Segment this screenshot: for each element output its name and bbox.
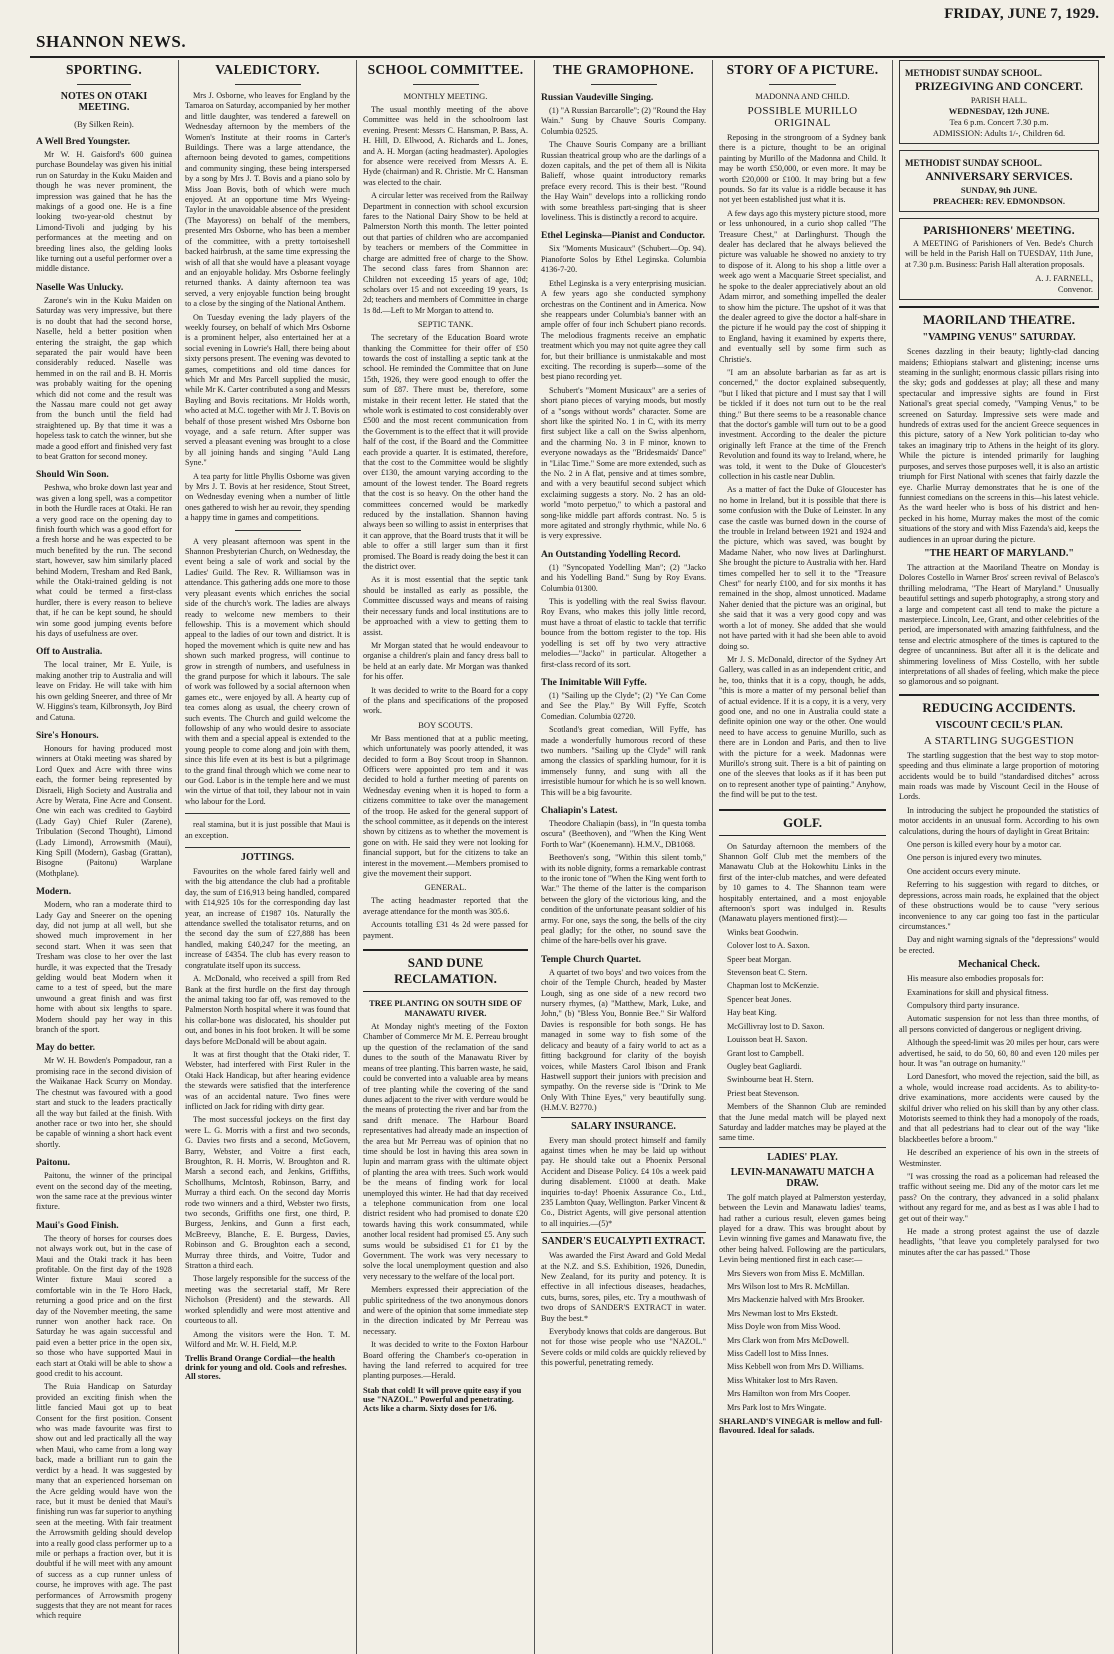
paragraph: It was decided to write to the Foxton Harbour Board offering the Chamber's co-operation in having the land referred to acquired for tree planting purposes.—Herald. xyxy=(363,1340,528,1381)
section-heading: The Inimitable Will Fyffe. xyxy=(541,677,647,688)
paragraph: One person is killed every hour by a motor car. xyxy=(907,840,1062,850)
article-subtitle: TREE PLANTING ON SOUTH SIDE OF MANAWATU RIVER. xyxy=(369,998,522,1019)
list-item: Miss Doyle won from Miss Wood. xyxy=(727,1322,841,1332)
paragraph: The theory of horses for courses does not always work out, but in the case of Maui and the Otaki track it has been profitable. On the first day of the 1928 Winter fixture Maui scored a comfortable win in the Te Horo Hack, returning a good price and on the first day of the November meeting, the same runner won another hack race. On Saturday he was again successful and paid even a better price in the open six, so those who have supported Maui in each start at Otaki will be able to show a good credit to his account. xyxy=(36,1233,172,1379)
paragraph: The golf match played at Palmerston yesterday, between the Levin and Manawatu ladies' teams, had rather a curious result, eleven games being played for a draw. This was brought about by Levin winning five games and Manawatu five, the other being halved. Following are the particulars, Levin being mentioned first in each case:— xyxy=(719,1192,886,1265)
list-item: Hay beat King. xyxy=(727,1008,777,1018)
article-subtitle: LEVIN-MANAWATU MATCH A DRAW. xyxy=(730,1166,875,1189)
paragraph: Automatic suspension for not less than three months, of all persons convicted of dangerous or negligent driving. xyxy=(899,1014,1099,1034)
paragraph: He described an experience of his own in the streets of Westminster. xyxy=(899,1148,1099,1168)
ad-title: PARISHIONERS' MEETING. xyxy=(923,225,1075,237)
list-item: Miss Cadell lost to Miss Innes. xyxy=(727,1349,829,1359)
section-title: MAORILAND THEATRE. xyxy=(899,306,1099,328)
column-school-committee xyxy=(356,60,534,1654)
section-title: GOLF. xyxy=(719,809,886,836)
paragraph: Peshwa, who broke down last year and was given a long spell, was a competitor in both the Hurdle races at Otaki. He ran a very good race on the opening day to finish fourth which was a good effort for a fresh horse and he was expected to be much benefited by the run. The second start, however, saw him similarly placed behind Modern, Tresham and Red Bank, while the Otaki-trained gelding is not what could be termed a first-class hurdler, there is every reason to believe that, if he can be kept sound, he should win some good jumping events before his days of usefulness are over. xyxy=(36,483,172,639)
column-title: THE GRAMOPHONE. xyxy=(552,62,694,77)
paragraph: Members of the Shannon Club are reminded that the June medal match will be played next Saturday and ladder matches may be played at the same time. xyxy=(719,1102,886,1143)
section-heading: Modern. xyxy=(36,887,72,898)
paragraph: Theodore Chaliapin (bass), in "In questa tomba oscura" (Beethoven), and "When the King Went Forth to War" (Koenemann). H.M.V., DB1068. xyxy=(541,818,706,849)
section-heading: Sire's Honours. xyxy=(36,730,99,741)
list-item: Spencer beat Jones. xyxy=(727,994,792,1004)
ad-line: Tea 6 p.m. Concert 7.30 p.m. xyxy=(949,117,1049,127)
paragraph: As a matter of fact the Duke of Gloucester has no home in Ireland, but it is possible that there is some confusion with the Duke of Leinster. In any case the castle was burned down in the course of the trouble in Ireland between 1921 and 1924 and the picture, which was saved, was bought by Madame Naher, who now lives at Darlinghurst. She brought the picture to Australia with her. Hard times compelled her to sell it to the "Treasure Chest" for nearly £100, and for six months it has remained in the shop, almost unnoticed. Madame Naher denied that the picture was an original, but she said that it was a very good copy and was worth a lot of money. She added that she would not have parted with it had she been able to avoid doing so. xyxy=(719,485,886,651)
paragraph: As it is most essential that the septic tank should be installed as early as possible, the Committee discussed ways and means of raising their necessary funds and local institutions are to be approached with a view to getting them to assist. xyxy=(363,575,528,637)
section-heading: Temple Church Quartet. xyxy=(541,954,642,965)
ad-line: PARISH HALL. xyxy=(970,95,1028,105)
paragraph: Compulsory third party insurance. xyxy=(907,1000,1020,1010)
article-subtitle: MADONNA AND CHILD. xyxy=(755,91,850,101)
issue-date: FRIDAY, JUNE 7, 1929. xyxy=(944,6,1099,22)
list-item: Ougley beat Gagliardi. xyxy=(727,1061,802,1071)
paragraph: The Chauve Souris Company are a brilliant Russian theatrical group who are the darlings of a dozen capitals, and the pet of them all is Nikita Balieff, whose quaint introductory remarks preface every record. This is their best. "Round the Hay Wain" develops into a rollicking rondo with some breathless part-singing that is sheer loveliness. This is distinctly a record to acquire. xyxy=(541,140,706,223)
paragraph: Beethoven's song, "Within this silent tomb," with its noble dignity, forms a remarkable contrast to the ironic tone of "When the King went forth to War." The theme of the latter is the comparison between the glory of the victorious king, and the condition of the unfortunate peasant soldier of his army. For one, says the song, the bells of the city peal gladly; for the other, no sound save the chime of the hare-bells over his grave. xyxy=(541,853,706,946)
jottings-title: JOTTINGS. xyxy=(185,847,350,863)
paragraph: Mr J. S. McDonald, director of the Sydney Art Gallery, was called in as an independent critic, and he, too, thinks that it is a copy, though, he adds, "this is more a matter of my personal belief than of actual evidence. If it is a copy, it is a very, very good one, and no one in Australia could state a definite opinion one way or the other. One would need to have access to genuine Murillo, such as there are in London and Paris, and then to live with the picture for a week. Madonnas were Murillo's strong suit. There is a bit of painting on one of the sleeves that looks as if it has been put on to represent another type of painting." Anyhow, the find will be put to the test. xyxy=(719,654,886,800)
list-item: Grant lost to Campbell. xyxy=(727,1048,804,1058)
column-notices xyxy=(892,60,1105,1654)
list-item: Speer beat Morgan. xyxy=(727,954,792,964)
list-item: Mrs Wilson lost to Mrs R. McMillan. xyxy=(727,1282,850,1291)
paragraph: Although the speed-limit was 20 miles per hour, cars were advertised, he said, to do 50, 60, 80 and even 120 miles per hour. It was "an outrage on humanity." xyxy=(899,1038,1099,1068)
ad-title: ANNIVERSARY SERVICES. xyxy=(925,171,1073,183)
section-heading: LADIES' PLAY. xyxy=(719,1147,886,1163)
paragraph: Six "Moments Musicaux" (Schubert—Op. 94). Pianoforte Solos by Ethel Leginska. Columbia 4136-7-20. xyxy=(541,244,706,275)
list-item: Miss Kebbell won from Mrs D. Williams. xyxy=(727,1362,864,1372)
notice-prizegiving xyxy=(899,60,1099,144)
ad-heading: SANDER'S EUCALYPTI EXTRACT. xyxy=(541,1232,706,1247)
ad-line: PREACHER: REV. EDMONDSON. xyxy=(932,196,1066,206)
paragraph: Was awarded the First Award and Gold Medal at the N.Z. and S.S. Exhibition, 1926, Dunedin, New Zealand, for its purity and potency. It is effective in all infectious diseases, headaches, cuts, burns, sores, piles, etc. Try a mouthwash of two drops of SANDER'S EXTRACT in water. Buy the best.* xyxy=(541,1251,706,1323)
article-subtitle: VISCOUNT CECIL'S PLAN. xyxy=(935,719,1063,731)
paragraph: Those largely responsible for the success of the meeting was the secretarial staff, Mr Rere Nicholson (President) and the stewards. All worked splendidly and were most attentive and courteous to all. xyxy=(185,1274,350,1326)
article-subtitle: NOTES ON OTAKI MEETING. xyxy=(60,91,148,113)
paragraph: The most successful jockeys on the first day were L. G. Morris with a first and two seconds, G. Davies two firsts and a second, McGovern, Barry, Webster, and Voitre a first each, Broughton, R. H. Morris, W. Broughton and R. Marsh a second each, and Jenkins, Griffiths, Schollhums, McIntosh, Robinson, Barry, and Murray a third each. On the second day Morris rode two winners and a third, Webster two firsts, two seconds, Griffiths one first, one third, P. Burgess, Jenkins, and Gunn a first each, McBreevy, Blanche, E. E. Burgess, Davies, Robinson and G. Broughton each a second, Murray three thirds, and Voitre, Tudor and Stratton a third each. xyxy=(185,1115,350,1271)
paragraph: Reposing in the strongroom of a Sydney bank there is a picture, thought to be an original painting by Murillo of the Madonna and Child. It may be worth £50,000, or even more. It may be worth £20,000 or £100. It may bring but a few pounds. So far its value is a riddle because it has not yet been established just what it is. xyxy=(719,133,886,205)
masthead xyxy=(30,0,1105,56)
paragraph: The local trainer, Mr E. Yuile, is making another trip to Australia and will leave on Friday. He will take with him his own gelding Sneerer, and three of Mr W. Higgins's team, Kilbronsyth, Joy Bird and Catuna. xyxy=(36,660,172,722)
paragraph: Mr W. H. Gaisford's 600 guinea purchase Boundelay was given his initial run on Saturday in the Kuku Maiden and though he was never prominent, the impression was gained that he has the makings of a good one. He is a fine looking two-year-old chestnut by Limond-Tivoli and judging by his performances at the meeting and on breeding lines also, the gelding looks like turning out a useful performer over a middle distance. xyxy=(36,150,172,274)
paragraph: (1) "A Russian Barcarolle"; (2) "Round the Hay Wain." Sung by Chauve Souris Company. Columbia 02525. xyxy=(541,106,706,136)
section-heading: Paitonu. xyxy=(36,1158,71,1169)
list-item: Mrs Newman lost to Mrs Ekstedt. xyxy=(727,1308,838,1318)
signature: Convenor. xyxy=(1057,284,1093,295)
footer-ad: SHARLAND'S VINEGAR is mellow and full-flavoured. Ideal for salads. xyxy=(719,1417,883,1436)
section-heading: Maui's Good Finish. xyxy=(36,1220,119,1231)
paragraph: Scotland's great comedian, Will Fyffe, has made a wonderfully humorous record of these two numbers. "Sailing up the Clyde" will rank among the classics of sparkling humour, for it is immensely funny, and sung with all the irresistible humour for which he is so well known. This will be a big favourite. xyxy=(541,725,706,797)
paragraph: The Ruia Handicap on Saturday provided an exciting finish when the little fancied Maui got up to beat Consent for the first position. Consent who was made favourite was first to show out and led practically all the way when Maui, who came from a long way back, made a brilliant run to gain the verdict by a head. It was suggested by many that an experienced horseman on the Acre gelding would have won the race, but it must be denied that Maui's finishing run was far superior to anything seen at the meeting. With fair treatment the Arrowsmith gelding should develop into a really good class performer up to a mile or perhaps a fraction over, but it is doubtful if he will meet with any amount of success as a cup runner unless of course, he improves with age. The past performances of Arrowsmith progeny suggests that they are not meant for races which require xyxy=(36,1382,172,1621)
paragraph: Mr Bass mentioned that at a public meeting, which unfortunately was poorly attended, it was decided to form a Boy Scout troop in Shannon. Officers were appointed pro tem and it was decided to hold a further meeting of parents on Wednesday evening when it is hoped to form a citizens committee to take over the management of the troop. He asked for the general support of the school committee, as it depends on the interest shown by citizens as to whether the movement is gone on with. He said they were not looking for financial support, but for the citizens to take an interest in the movement.—Members promised to give the movement their support. xyxy=(363,733,528,879)
page-columns xyxy=(30,60,1105,1654)
column-valedictory xyxy=(178,60,356,1654)
column-story-of-a-picture xyxy=(712,60,892,1654)
divider xyxy=(413,84,479,85)
paragraph: A. McDonald, who received a spill from Red Bank at the first hurdle on the first day through the animal taking too far off, was removed to the Palmerston North hospital where it was found that his collar-bone was dislocated, his shoulder put out, and bones in his foot broken. It will be some days before McDonald will be about again. xyxy=(185,974,350,1046)
list-item: Miss Whitaker lost to Mrs Raven. xyxy=(727,1375,838,1385)
ad-heading: SALARY INSURANCE. xyxy=(541,1117,706,1132)
section-heading: May do better. xyxy=(36,1043,96,1054)
section-heading: A Well Bred Youngster. xyxy=(36,137,130,147)
ad-title: PRIZEGIVING AND CONCERT. xyxy=(915,81,1083,93)
paragraph: It was at first thought that the Otaki rider, T. Webster, had interfered with First Ruler in the Otaki Hack Handicap, but after hearing evidence the stewards were satisfied that the interference was of an accidental nature. Two fines were inflicted on Jack for riding with dirty gear. xyxy=(185,1049,350,1111)
list-item: Stevenson beat C. Stern. xyxy=(727,968,808,978)
list-item: Mrs Mackenzie halved with Mrs Brooker. xyxy=(727,1295,865,1305)
section-title: SAND DUNE RECLAMATION. xyxy=(363,949,528,992)
list-item: Priest beat Stevenson. xyxy=(727,1088,800,1098)
paragraph: Mr Morgan stated that he would endeavour to organise a children's plain and fancy dress ball to be held at an early date. Mr Morgan was thanked for his offer. xyxy=(363,640,528,682)
footer-ad: Trellis Brand Orange Cordial—the health drink for young and old. Cools and refreshes. All stores. xyxy=(185,1354,347,1382)
list-item: Winks beat Goodwin. xyxy=(727,927,799,937)
paragraph: Zarone's win in the Kuku Maiden on Saturday was very impressive, but there is no doubt that had the second horse, Naselle, held a better position when entering the straight, the gap which separated the pair would have been considerably reduced. Naselle was hemmed in on the rail and B. H. Morris was probably waiting for the opening which did not come and the result was the Nassau mare could not get away from the bunch until the field had straightened up. By that time it was a hopeless task to catch the winner, but she made a good effort and finished very fast to beat Gratton for second money. xyxy=(36,295,172,461)
section-title: REDUCING ACCIDENTS. xyxy=(899,694,1099,716)
paragraph: Members expressed their appreciation of the public spiritedness of the two anonymous donors and were of the opinion that some immediate step in the direction indicated by Mr Perreau was necessary. xyxy=(363,1285,528,1336)
section-heading: Chaliapin's Latest. xyxy=(541,805,618,816)
section-heading: Off to Australia. xyxy=(36,647,103,658)
article-subtitle: "VAMPING VENUS" SATURDAY. xyxy=(922,332,1076,344)
divider xyxy=(235,530,301,531)
column-gramophone xyxy=(534,60,712,1654)
ad-line: WEDNESDAY, 12th JUNE. xyxy=(948,106,1050,116)
divider xyxy=(235,84,301,85)
column-title: STORY OF A PICTURE. xyxy=(726,62,879,77)
section-heading: Russian Vaudeville Singing. xyxy=(541,93,654,103)
column-sporting xyxy=(30,60,178,1654)
paragraph: The acting headmaster reported that the average attendance for the month was 305.6. xyxy=(363,896,528,916)
paragraph: The usual monthly meeting of the above Committee was held in the schoolroom last evening. Present: Messrs C. Hansman, P. Bass, A. H. Hill, D. Ellwood, A. Richards and L. Jones, and A. H. Morgan (acting headmaster). Apologies for absence were received from Messrs A. E. Hyde (chairman) and R. Christie. Mr C. Hansman was elected to the chair. xyxy=(363,105,528,187)
paragraph: Everybody knows that colds are dangerous. But not for those wise people who use "NAZOL." Severe colds or mild colds are quickly relieved by this powerful, penetrating remedy. xyxy=(541,1327,706,1368)
paragraph: (1) "Sailing up the Clyde"; (2) "Ye Can Come and See the Play." By Will Fyffe, Scotch Comedian. Columbia 02720. xyxy=(541,690,706,721)
list-item: Chapman lost to McKenzie. xyxy=(727,981,819,991)
paragraph: Favourites on the whole fared fairly well and with the big attendance the club had a profitable day, the sum of £16,913 being handled, compared with £14,925 10s for the corresponding day last year, an increase of £1987 10s. Naturally the attendance swelled the totalisator returns, and on the second day the sum of £27,888 has been handled, making £40,247 for the meeting, an increase of £4354. The club has every reason to congratulate itself upon its success. xyxy=(185,867,350,970)
paragraph: Ethel Leginska is a very enterprising musician. A few years ago she conducted symphony orchestras on the Continent and in America. Now she reappears under Columbia's banner with an ample offer of four inch Schubert piano records. The melodious fragments receive an emphatic treatment which you may not quite agree they call for, but their brilliance is unmistakable and most exciting. The recording is superb—some of the best piano recording yet. xyxy=(541,278,706,382)
list-item: Mrs Sievers won from Miss E. McMillan. xyxy=(727,1268,865,1278)
ad-heading: METHODIST SUNDAY SCHOOL. xyxy=(905,68,1042,78)
article-subtitle: "THE HEART OF MARYLAND." xyxy=(924,547,1074,559)
notice-anniversary xyxy=(899,150,1099,212)
paragraph: At Monday night's meeting of the Foxton Chamber of Commerce Mr M. E. Perreau brought up the question of the reclamation of the sand dunes to the south of the Manawatu River by means of tree planting. This barren waste, he said, could be converted into a valuable area by means of tree planting while the covering of the sand dunes adjacent to the river with verdure would be the means of protecting the river and bar from the sand drift menace. The Harbour Board representatives had already made an inspection of the area but Mr Perreau was of opinion that no time should be lost in having this area sown in lupin and marram grass with the ultimate object of planting the area with trees. Such work would be the means of finding work for local unemployed this winter. He had that day received a telephone communication from one local district resident who had promised to donate £20 towards having this work consummated, while another local resident had promised £5. Any such sums would be subsidised £1 for £1 by the Government. The work was very necessary to solve the local unemployment question and also very necessary to the welfare of the local port. xyxy=(363,1022,528,1281)
divider xyxy=(591,84,657,85)
section-heading: Should Win Soon. xyxy=(36,470,109,481)
column-title: SCHOOL COMMITTEE. xyxy=(367,62,524,77)
paragraph: The secretary of the Education Board wrote thanking the Committee for their offer of £50 towards the cost of installing a septic tank at the school. He reminded the Committee that on June 15th, 1926, they were good enough to offer the sum of £87. There must be, therefore, some mistake in their recent letter. He stated that the whole work is estimated to cost considerably over £500 and the most recent communication from the Government is to the effect that it will provide half of the cost, if the Board and the Committee each provide a quarter. It is estimated, therefore, that the cost to the Committee would be slightly over £130, the amount varying according to the amount of the lowest tender. The Board regrets that the cost is so heavy. On the other hand the committees concerned would be markedly reduced by the installation. Shannon having always been so willing to assist in enterprises that it can approve, that the Board trusts that it will be able to offer a still larger sum than it first promised. The Board is ready doing the best it can the district over. xyxy=(363,333,528,572)
paragraph: One accident occurs every minute. xyxy=(907,866,1021,876)
paragraph: His measure also embodies proposals for: xyxy=(907,974,1044,984)
paragraph: Every man should protect himself and family against times when he may be laid up without pay. He should take out a Phoenix Personal Accident and Disease Policy. £4 10s a week paid during disablement. £1000 at death. Make inquiries to-day! Phoenix Assurance Co., Ltd., 235 Lambton Quay, Wellington. Parker Vincent & Co., District Agents, will give personal attention to all inquiries.—(5)* xyxy=(541,1135,706,1228)
paragraph: A quartet of two boys' and two voices from the choir of the Temple Church, headed by Master Lough, sing as one side of a new record two nursery rhymes, (a) "Matthew, Mark, Luke, and John," (b) "Bless You, Bonnie Bee." Sir Walford Davies is responsible for both songs. He has managed in some way to fish some of the delicacy and beauty of a fairy world to act as a fitting background for clarity of the boyish voices, while Masters Carol Ibison and Frank Hastwell support their juniors with precision and sympathy. On the reverse side is "Drink to Me Only With Thine Eyes," very beautifully sung. (H.M.V. B2770.) xyxy=(541,967,706,1113)
article-subtitle: MONTHLY MEETING. xyxy=(403,91,488,101)
section-heading: GENERAL. xyxy=(424,882,467,893)
paragraph: A very pleasant afternoon was spent in the Shannon Presbyterian Church, on Wednesday, the event being a sale of work and social by the Ladies' Guild. The Rev. R. Williamson was in attendance. This gathering adds one more to those very pleasant events which enriches the social side of the church's work. The ladies are always ready to welcome new members to their fellowship. This is a movement which should appeal to the ladies of our town and district. It is hoped the movement which is quite new and has shown such marked progress, will continue to grow in strength of numbers, and usefulness in the grand purpose for which it labours. The sale of work was followed by a social afternoon when games etc., were enjoyed by all. A hearty cup of tea comes along as usual, the cheery crown of such events. The Church and guild welcome the followship of any who would desire to associate with them and a special appeal is extended to the young people to come along and join with them, since this life even at its best is but a pilgrimage to the grand final through which we come near to our God. Labor is in the temple here and we must win the virtue of that toil, they labour not in vain who labour for the Lord. xyxy=(185,536,350,806)
paragraph: "I am an absolute barbarian as far as art is concerned," the doctor explained subsequently, "but I liked that picture and I must say that I will be tickled if it does not turn out to be the real thing." But there seems to be a reasonable chance that the doctor's gamble will turn out to be a good investment. According to the dealer the picture originally left France at the time of the French Revolution and found its way to Ireland, where, he was told, it went to the Duke of Gloucester's collection in his castle near Dublin. xyxy=(719,367,886,481)
paragraph: A tea party for little Phyllis Osborne was given by Mrs J. T. Bovis at her residence, Stout Street, on Wednesday evening when a number of little ones gathered to wish her au revoir, they spending a happy time in games and competitions. xyxy=(185,471,350,523)
divider xyxy=(77,84,131,85)
paragraph: A circular letter was received from the Railway Department in connection with school excursion fares to the National Dairy Show to be held at Palmerston North this month. The letter pointed out that parties of children who are accompanied by teachers or members of the Committee in charge are admitted free of charge to the Show. The second class fares from Shannon are: Children not exceeding 15 years of age, 10d; scholars over 15 and not exceeding 19 years, 1s 2d; teachers and members of Committee in charge 1s 8d.—Left to Mr Morgan to attend to. xyxy=(363,191,528,315)
paragraph: Referring to his suggestion with regard to ditches, or depressions, across main roads, he explained that the object of these obstructions would be to cause "very serious inconvenience to any car going too fast in the particular circumstances." xyxy=(899,880,1099,931)
paragraph: "I was crossing the road as a policeman had released the traffic without seeing me. Did any of the motor cars let me pass? On the contrary, they advanced in a solid phalanx without any regard for me, and as best as I was able I had to get out of their way." xyxy=(899,1172,1099,1223)
list-item: McGillivray lost to D. Saxon. xyxy=(727,1021,825,1031)
notice-parishioners xyxy=(899,218,1099,300)
divider xyxy=(185,813,350,814)
section-heading: BOY SCOUTS. xyxy=(418,719,473,730)
paragraph: Modern, who ran a moderate third to Lady Gay and Sneerer on the opening day, did not jump at all well, but she showed much improvement in her second start. When it was seen that Tresham was close to her over the last hurdle, it was expected that the Tresady gelding would beat Modern when it came to a test of speed, but the mare unwound a great finish and was first home with about six lengths to spare. Modern should pay her way in this branch of the sport. xyxy=(36,900,172,1035)
paragraph: Mr W. H. Bowden's Pompadour, ran a promising race in the second division of the Waikanae Hack Scurry on Monday. The chestnut was favoured with a good start and stuck to the leaders practically all the way but failed at the finish. With another race or two into her, she should be capable of winning a short hack event shortly. xyxy=(36,1056,172,1149)
paragraph: In introducing the subject he propounded the statistics of motor accidents in an unusual form. According to his own calculations, during the hours of daylight in Great Britain: xyxy=(899,805,1099,836)
ad-heading: METHODIST SUNDAY SCHOOL. xyxy=(905,158,1042,168)
section-heading: An Outstanding Yodelling Record. xyxy=(541,549,681,560)
list-item: Mrs Clark won from Mrs McDowell. xyxy=(727,1335,849,1345)
paragraph: Paitonu, the winner of the principal event on the second day of the meeting, won the same race at the previous winter fixture. xyxy=(36,1171,172,1212)
divider xyxy=(769,84,836,85)
paragraph: A MEETING of Parishioners of Ven. Bede's Church will be held in the Parish Hall on TUESDAY, 11th June, at 7.30 p.m. Business: Parish Hall alteration proposals. xyxy=(905,239,1093,269)
paragraph: Mrs J. Osborne, who leaves for England by the Tamaroa on Saturday, accompanied by her mother and little daughter, was tendered a farewell on Wednesday afternoon by the members of the Women's Institute at their rooms in Carter's Buildings. There was a large attendance, the afternoon being devoted to games, competitions and community singing, these being interspersed by a song by Mrs J. T. Bovis and a piano solo by Miss Joan Bovis, both of which were much enjoyed. At an opportune time Mrs Wyeing-Taylor in the unavoidable absence of the president (The Mayoress) on behalf of the members, presented Mrs Osborne, who has been a member of the committee, with a pretty tortoiseshell backed hairbrush, at the same time expressing the wish of all that she would have a pleasant voyage and an enjoyable holiday. Mrs Osborne feelingly returned thanks. A dainty afternoon tea was served, a very enjoyable function being brought to a close by the singing of the National Anthem. xyxy=(185,91,350,309)
footer-ad: Stab that cold! It will prove quite easy if you use "NAZOL." Powerful and penetrating. Acts like a charm. Sixty doses for 1/6. xyxy=(363,1385,522,1413)
paragraph: The startling suggestion that the best way to stop motor-speeding and thus eliminate a large proportion of motoring accidents would be to build "standardised ditches" across main roads was made by Viscount Cecil in the House of Lords. xyxy=(899,750,1099,802)
list-item: Mrs Hamilton won from Mrs Cooper. xyxy=(727,1389,851,1399)
paragraph: Day and night warning signals of the "depressions" would be erected. xyxy=(899,935,1099,955)
ad-line: SUNDAY, 9th JUNE. xyxy=(960,185,1038,195)
article-subtitle: A STARTLING SUGGESTION xyxy=(923,734,1075,747)
paragraph: Among the visitors were the Hon. T. M. Wilford and Mr. W. H. Field, M.P. xyxy=(185,1329,350,1349)
paragraph: Scenes dazzling in their beauty; lightly-clad dancing maidens; Ethiopians stalwart and glistening; incense urns steaming in the sunlight; enormous classic pillars rising into the sky; gods and goddesses at play; all these and many spectacular and impressive sights are found in First National's great special comedy, "Vamping Venus," to be screened on Saturday. Impressive sets were made and hundreds of extras used for the ancient Greece sequences in this picture, satory of a New York politician to-day who takes an imaginary trip to Athens in the height of its glory. While the picture is intended primarily for laughing purposes, and serves those purposes well, it is also an artistic triumph for First National with scenes that fairly dazzle the eye. Charlie Murray demonstrates that he is one of the funniest comedians on the screens in this—his latest vehicle. As the ward heeler who is boss of his district and hen-pecked in his home, Murray makes the most of the comic situations of the story and with Miss Fazenda's aid, keeps the audiences in an uproar during the picture. xyxy=(899,347,1099,544)
ad-line: ADMISSION: Adults 1/-, Children 6d. xyxy=(932,128,1066,138)
paragraph: A few days ago this mystery picture stood, more or less unhonoured, in a curio shop called "The Treasure Chest," at Darlinghurst. Though the dealer has declared that he always believed the picture was valuable he showed no anxiety to try to dispose of it. Along to his shop a little over a week ago went a Macquarie Street specialist, and he spoke to the dealer appreciatively about an old Adam mirror, and something impelled the dealer to show him the picture. The upshot of it was that the dealer agreed to give the doctor a half-share in the picture if he would pay the cost of shipping it to England, having it examined by experts there, and eventually sell by some firm such as Christie's. xyxy=(719,208,886,364)
section-heading: Mechanical Check. xyxy=(958,959,1040,971)
paragraph: He made a strong protest against the use of dazzle headlights, "that leave you completely paralysed for two minutes after the car has passed." Those xyxy=(899,1227,1099,1257)
paragraph: Schubert's "Moment Musicaux" are a series of short piano pieces of varying moods, but mostly of a "songs without words" character. Some are short like the spirited No. 1 in C, with its merry first subject like a call on the Swiss alpenhorn, and the charming No. 3 in F minor, known to everyone nowadays as the "Bridesmaids' Dance" in "Lilac Time." Some are more extended, such as the No. 2 in A flat, pensive and at times sombre, and with a very beautiful second subject which exclaiming suggests a story. No. 2 has an old-world "moto perpetuo," to which a pastoral and song-like middle part affords contrast. No. 5 is more agitated and strongly rhythmic, while No. 6 is very expressive. xyxy=(541,385,706,541)
newspaper-title: SHANNON NEWS. xyxy=(36,32,187,51)
ladies-results-list xyxy=(719,1269,886,1413)
paragraph: On Saturday afternoon the members of the Shannon Golf Club met the members of the Manawatu Club at the Hokowhitu Links in the first of the inter-club matches, and were defeated by 10 games to 4. The Shannon team were hospitably entertained, and a most enjoyable afternoon's sport was indulged in. Results (Manawatu players mentioned first):— xyxy=(719,841,886,924)
section-heading: Naselle Was Unlucky. xyxy=(36,282,124,293)
paragraph: (1) "Syncopated Yodelling Man"; (2) "Jacko and his Yodelling Band." Sung by Roy Evans. Columbia 01300. xyxy=(541,562,706,593)
byline: (By Silken Rein). xyxy=(74,119,134,129)
paragraph: It was decided to write to the Board for a copy of the plans and specifications of the proposed work. xyxy=(363,685,528,716)
paragraph: On Tuesday evening the lady players of the weekly foursey, on behalf of which Mrs Osborne is a prominent helper, also entertained her at a social evening in Lowrie's Hall, there being about sixty persons present. The evening was devoted to games, competitions and old time dances for which Mr and Mrs Parcell supplied the music, while Mr K. Carter contributed a song and Messrs Bayling and Bovis recitations. Mr Holds worth, who acted at M.C. together with Mr J. T. Bovis on behalf of those present wished Mrs Osborne bon voyage, and a safe return. After supper was served a pleasant evening was brought to a close by all joining hands and singing "Auld Lang Syne." xyxy=(185,312,350,468)
paragraph: This is yodelling with the real Swiss flavour. Roy Evans, who makes this jolly little record, must have a throat of elastic to tackle that terrific bounce from the bottom register to the top. His yodelling is set off by two very attractive melodies—"Jacko" in particular. Altogether a first-class record of its sort. xyxy=(541,597,706,669)
golf-results-list xyxy=(719,928,886,1099)
paragraph: Examinations for skill and physical fitness. xyxy=(907,987,1049,997)
paragraph: One person is injured every two minutes. xyxy=(907,853,1042,863)
paragraph: Honours for having produced most winners at Otaki meeting was shared by Lord Quex and Acre with three wins each, the former being represented by Disraeli, High Society and Australia and Acre by Werata, Fine Acre and Consent. One win each was credited to Gaybird (Lady Gay) Chief Ruler (Zarene), Tribulation (Second Thought), Limond (Lady Limond), Arrowsmith (Maui), King Spill (Modern), Gasbag (Grattan), Bisogne (Paitonu) Warplane (Mothplane). xyxy=(36,743,172,878)
list-item: Louisson beat H. Saxon. xyxy=(727,1035,808,1045)
list-item: Swinbourne beat H. Stern. xyxy=(727,1075,814,1085)
paragraph: The attraction at the Maoriland Theatre on Monday is Dolores Costello in Warner Bros' screen revival of Belasco's thrilling melodrama, "The Heart of Maryland." Unusually beautiful settings and superb photography, a strong story and a large and competent cast all tend to make the picture a masterpiece. Lincoln, Lee, Grant, and other celebrities of the period, are impersonated with amazing faithfulness, and the tense and electric atmosphere of the times is captured to the degree of uncanniness. But after all it is the delicate and shimmering loveliness of Miss Costello, with her subtle interpretations of all shades of feeling, which make the piece so glamorous and so poignant. xyxy=(899,562,1099,687)
paragraph: Accounts totalling £31 4s 2d were passed for payment. xyxy=(363,920,528,940)
column-title: VALEDICTORY. xyxy=(215,62,320,77)
article-subtitle: POSSIBLE MURILLO ORIGINAL xyxy=(747,105,858,129)
masthead-rule xyxy=(30,56,1105,58)
signature: A. J. FARNELL, xyxy=(1035,273,1093,284)
section-heading: Ethel Leginska—Pianist and Conductor. xyxy=(541,231,705,242)
list-item: Mrs Park lost to Mrs Wingate. xyxy=(727,1402,827,1412)
column-title: SPORTING. xyxy=(65,62,143,77)
section-heading: SEPTIC TANK. xyxy=(417,319,474,330)
carry-over-paragraph: real stamina, but it is just possible that Maui is an exception. xyxy=(185,820,350,840)
paragraph: Lord Danesfort, who moved the rejection, said the bill, as a whole, would increase road accidents. As to ability-to-drive examinations, more accidents were caused by the skilful driver who relied on his skill than by any other class. Motorists seemed to think they had a monopoly of the roads, and that all pedestrians had to clear out of the way "like blackbeetles before a broom." xyxy=(899,1072,1099,1144)
list-item: Colover lost to A. Saxon. xyxy=(727,941,810,951)
